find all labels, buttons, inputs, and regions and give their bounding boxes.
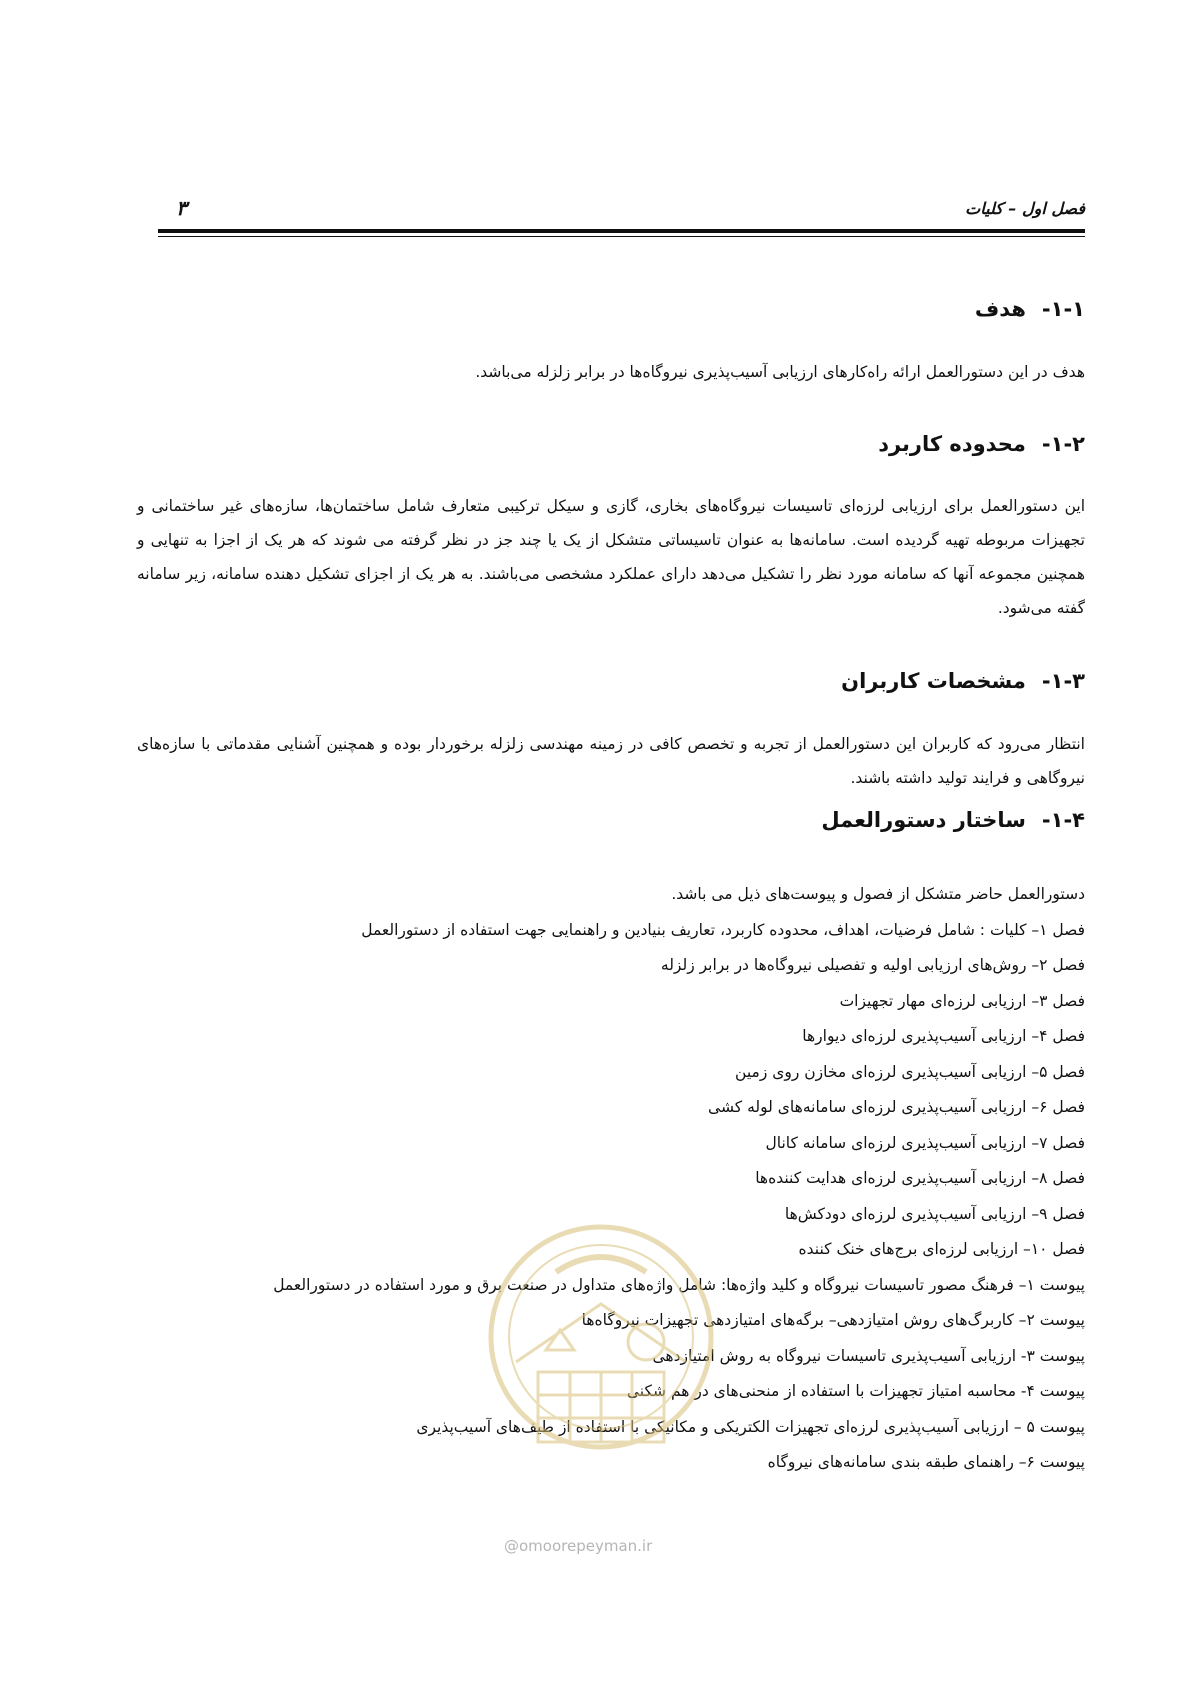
list-item: پیوست ۱– فرهنگ مصور تاسیسات نیروگاه و کلید واژه‌ها: شامل واژه‌های متداول در صنعت برق و مورد استفاده در دستورالعمل — [273, 1275, 1085, 1294]
section-number: ۱-۳- — [1041, 669, 1085, 693]
list-item: پیوست ۲– کاربرگ‌های روش امتیازدهی– برگه‌های امتیازدهی تجهیزات نیروگاه‌ها — [581, 1311, 1085, 1329]
section-title: هدف — [974, 297, 1026, 321]
section-number: ۱-۱- — [1041, 297, 1085, 321]
header-rule-thin — [158, 236, 1085, 237]
list-item: فصل ۸– ارزیابی آسیب‌پذیری لرزه‌ای هدایت کننده‌ها — [755, 1169, 1085, 1187]
section-paragraph-scope: این دستورالعمل برای ارزیابی لرزه‌ای تاسیسات نیروگاه‌های بخاری، گازی و سیکل ترکیبی متعارف شامل ساختمان‌ها، سازه‌های غیر ساختمانی و تجهیزات مربوطه تهیه گردیده است. سامانه‌ها به عنوان تاسیساتی متشکل از یک یا چند جز در نظر گرفته می شوند که هر یک از اجزا به تنهایی و همچنین مجموعه آنها که سامانه مورد نظر را تشکیل می‌دهد دارای عملکرد مشخصی می‌باشند. به هر یک از اجزای تشکیل دهنده سامانه، زیر سامانه گفته می‌شود. — [137, 497, 1085, 617]
section-heading-structure — [821, 808, 1085, 832]
running-header-chapter: فصل اول – کلیات — [965, 199, 1085, 218]
list-item: فصل ۲– روش‌های ارزیابی اولیه و تفصیلی نیروگاه‌ها در برابر زلزله — [660, 956, 1085, 974]
list-item: پیوست ۳- ارزیابی آسیب‌پذیری تاسیسات نیروگاه به روش امتیازدهی — [652, 1346, 1085, 1365]
section-heading-goal — [975, 297, 1085, 321]
list-item: فصل ۶– ارزیابی آسیب‌پذیری لرزه‌ای سامانه‌های لوله کشی — [708, 1098, 1085, 1116]
list-item: فصل ۵– ارزیابی آسیب‌پذیری لرزه‌ای مخازن روی زمین — [735, 1062, 1085, 1081]
section-title: مشخصات کاربران — [841, 669, 1026, 693]
list-item: فصل ۱۰– ارزیابی لرزه‌ای برج‌های خنک کننده — [798, 1240, 1085, 1258]
list-item: فصل ۹– ارزیابی آسیب‌پذیری لرزه‌ای دودکش‌ها — [784, 1204, 1085, 1223]
list-item: پیوست ۵ – ارزیابی آسیب‌پذیری لرزه‌ای تجهیزات الکتریکی و مکانیکی با استفاده از طیف‌های آسیب‌پذیری — [416, 1417, 1085, 1436]
section-paragraph-users: انتظار می‌رود که کاربران این دستورالعمل از تجربه و تخصص کافی در زمینه مهندسی زلزله برخوردار بوده و همچنین آشنایی مقدماتی با سازه‌های نیروگاهی و فرایند تولید داشته باشند. — [137, 735, 1085, 787]
section-heading-scope — [878, 432, 1085, 456]
watermark-seal-icon — [476, 1212, 726, 1472]
page-number: ۳ — [176, 196, 187, 220]
section-heading-users — [841, 669, 1085, 693]
list-item: پیوست ۶– راهنمای طبقه بندی سامانه‌های نیروگاه — [767, 1453, 1085, 1471]
list-item: فصل ۳– ارزیابی لرزه‌ای مهار تجهیزات — [839, 991, 1085, 1010]
list-item: فصل ۴– ارزیابی آسیب‌پذیری لرزه‌ای دیوارها — [802, 1027, 1085, 1045]
section-number: ۱-۲- — [1041, 432, 1085, 456]
list-item: فصل ۷– ارزیابی آسیب‌پذیری لرزه‌ای سامانه کانال — [765, 1133, 1085, 1152]
list-item: فصل ۱– کلیات : شامل فرضیات، اهداف، محدوده کاربرد، تعاریف بنیادین و راهنمایی جهت استفاده از دستورالعمل — [361, 920, 1085, 939]
list-item: پیوست ۴- محاسبه امتیاز تجهیزات با استفاده از منحنی‌های در هم شکنی — [626, 1382, 1085, 1400]
section-paragraph-goal: هدف در این دستورالعمل ارائه راه‌کارهای ارزیابی آسیب‌پذیری نیروگاه‌ها در برابر زلزله می‌باشد. — [475, 363, 1085, 381]
watermark-url: @omoorepeyman.ir — [504, 1537, 653, 1555]
section-title: ساختار دستورالعمل — [821, 808, 1026, 832]
section-number: ۱-۴- — [1041, 808, 1085, 832]
section-title: محدوده کاربرد — [878, 432, 1026, 456]
list-item: دستورالعمل حاضر متشکل از فصول و پیوست‌های ذیل می باشد. — [671, 885, 1085, 903]
header-rule-thick — [158, 229, 1085, 233]
